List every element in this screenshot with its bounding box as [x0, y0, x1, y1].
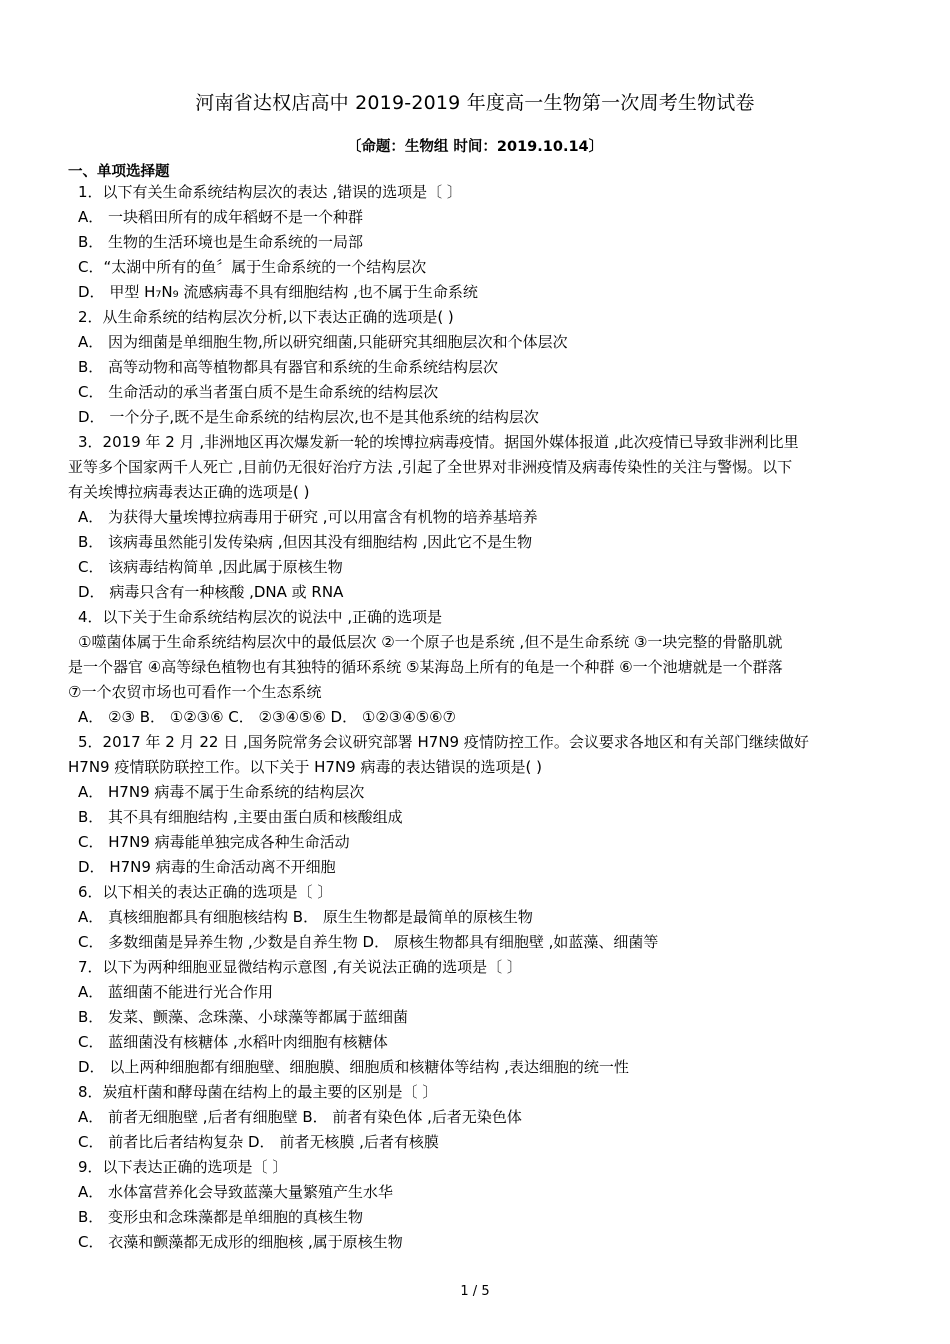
text-line: C． 前者比后者结构复杂 D． 前者无核膜 ,后者有核膜 — [78, 1133, 439, 1151]
text-line: B． 其不具有细胞结构 ,主要由蛋白质和核酸组成 — [78, 808, 403, 826]
text-line: D． 一个分子,既不是生命系统的结构层次,也不是其他系统的结构层次 — [78, 408, 539, 426]
text-line: 3．2019 年 2 月 ,非洲地区再次爆发新一轮的埃博拉病毒疫情。据国外媒体报道 ,此次疫情已导致非洲利比里 — [78, 433, 799, 451]
text-line: ⑦一个农贸市场也可看作一个生态系统 — [68, 683, 322, 701]
text-line: A． ②③ B． ①②③⑥ C． ②③④⑤⑥ D． ①②③④⑤⑥⑦ — [78, 708, 457, 726]
text-line: B． 变形虫和念珠藻都是单细胞的真核生物 — [78, 1208, 364, 1226]
section-heading: 一、单项选择题 — [68, 164, 170, 180]
page-title: 河南省达权店高中 2019-2019 年度高一生物第一次周考生物试卷 — [195, 92, 755, 114]
question-body — [68, 180, 884, 1255]
text-line: A． 真核细胞都具有细胞核结构 B． 原生生物都是最简单的原核生物 — [78, 908, 533, 926]
page-number: 1 / 5 — [460, 1284, 490, 1299]
text-line: C． 蓝细菌没有核糖体 ,水稻叶肉细胞有核糖体 — [78, 1033, 388, 1051]
text-line: 8．炭疽杆菌和酵母菌在结构上的最主要的区别是〔 〕 — [78, 1083, 438, 1101]
text-line: C． 多数细菌是异养生物 ,少数是自养生物 D． 原核生物都具有细胞壁 ,如蓝藻、细菌等 — [78, 933, 659, 951]
text-line: A． 一块稻田所有的成年稻蚜不是一个种群 — [78, 208, 364, 226]
text-line: D． 以上两种细胞都有细胞壁、细胞膜、细胞质和核糖体等结构 ,表达细胞的统一性 — [78, 1058, 629, 1076]
exam-info: 〔命题：生物组 时间：2019.10.14〕 — [346, 139, 604, 155]
text-line: B． 高等动物和高等植物都具有器官和系统的生命系统结构层次 — [78, 358, 499, 376]
text-line: 1．以下有关生命系统结构层次的表达 ,错误的选项是〔 〕 — [78, 183, 462, 201]
text-line: 4．以下关于生命系统结构层次的说法中 ,正确的选项是 — [78, 608, 443, 626]
text-line: ①噬菌体属于生命系统结构层次中的最低层次 ②一个原子也是系统 ,但不是生命系统 ③一块完整的骨骼肌就 — [78, 633, 783, 651]
text-line: D． H7N9 病毒的生命活动离不开细胞 — [78, 858, 336, 876]
text-line: A． 为获得大量埃博拉病毒用于研究 ,可以用富含有机物的培养基培养 — [78, 508, 538, 526]
text-line: A． 蓝细菌不能进行光合作用 — [78, 983, 274, 1001]
text-line: C． 生命活动的承当者蛋白质不是生命系统的结构层次 — [78, 383, 439, 401]
text-line: C． 衣藻和颤藻都无成形的细胞核 ,属于原核生物 — [78, 1233, 403, 1251]
text-line: 有关埃博拉病毒表达正确的选项是( ) — [68, 483, 310, 501]
text-line: D． 病毒只含有一种核酸 ,DNA 或 RNA — [78, 583, 344, 601]
text-line: C． 该病毒结构简单 ,因此属于原核生物 — [78, 558, 343, 576]
text-line: H7N9 疫情联防联控工作。以下关于 H7N9 病毒的表达错误的选项是( ) — [68, 758, 542, 776]
text-line: A． H7N9 病毒不属于生命系统的结构层次 — [78, 783, 365, 801]
text-line: D． 甲型 H₇N₉ 流感病毒不具有细胞结构 ,也不属于生命系统 — [78, 283, 478, 301]
text-line: 亚等多个国家两千人死亡 ,目前仍无很好治疗方法 ,引起了全世界对非洲疫情及病毒传染性的关注与警惕。以下 — [68, 458, 793, 476]
text-line: B． 生物的生活环境也是生命系统的一局部 — [78, 233, 364, 251]
text-line: 是一个器官 ④高等绿色植物也有其独特的循环系统 ⑤某海岛上所有的龟是一个种群 ⑥一个池塘就是一个群落 — [68, 658, 783, 676]
text-line: 5．2017 年 2 月 22 日 ,国务院常务会议研究部署 H7N9 疫情防控工作。会议要求各地区和有关部门继续做好 — [78, 733, 809, 751]
text-line: 2．从生命系统的结构层次分析,以下表达正确的选项是( ) — [78, 308, 454, 326]
text-line: B． 该病毒虽然能引发传染病 ,但因其没有细胞结构 ,因此它不是生物 — [78, 533, 533, 551]
text-line: 7．以下为两种细胞亚显微结构示意图 ,有关说法正确的选项是〔 〕 — [78, 958, 522, 976]
text-line: 9．以下表达正确的选项是〔 〕 — [78, 1158, 288, 1176]
text-line: B． 发菜、颤藻、念珠藻、小球藻等都属于蓝细菌 — [78, 1008, 409, 1026]
text-line: A． 水体富营养化会导致蓝藻大量繁殖产生水华 — [78, 1183, 394, 1201]
text-line: A． 因为细菌是单细胞生物,所以研究细菌,只能研究其细胞层次和个体层次 — [78, 333, 568, 351]
text-line: A． 前者无细胞壁 ,后者有细胞壁 B． 前者有染色体 ,后者无染色体 — [78, 1108, 522, 1126]
text-line: C．“太湖中所有的鱼〞属于生命系统的一个结构层次 — [78, 258, 427, 276]
text-line: 6．以下相关的表达正确的选项是〔 〕 — [78, 883, 333, 901]
text-line: C． H7N9 病毒能单独完成各种生命活动 — [78, 833, 350, 851]
